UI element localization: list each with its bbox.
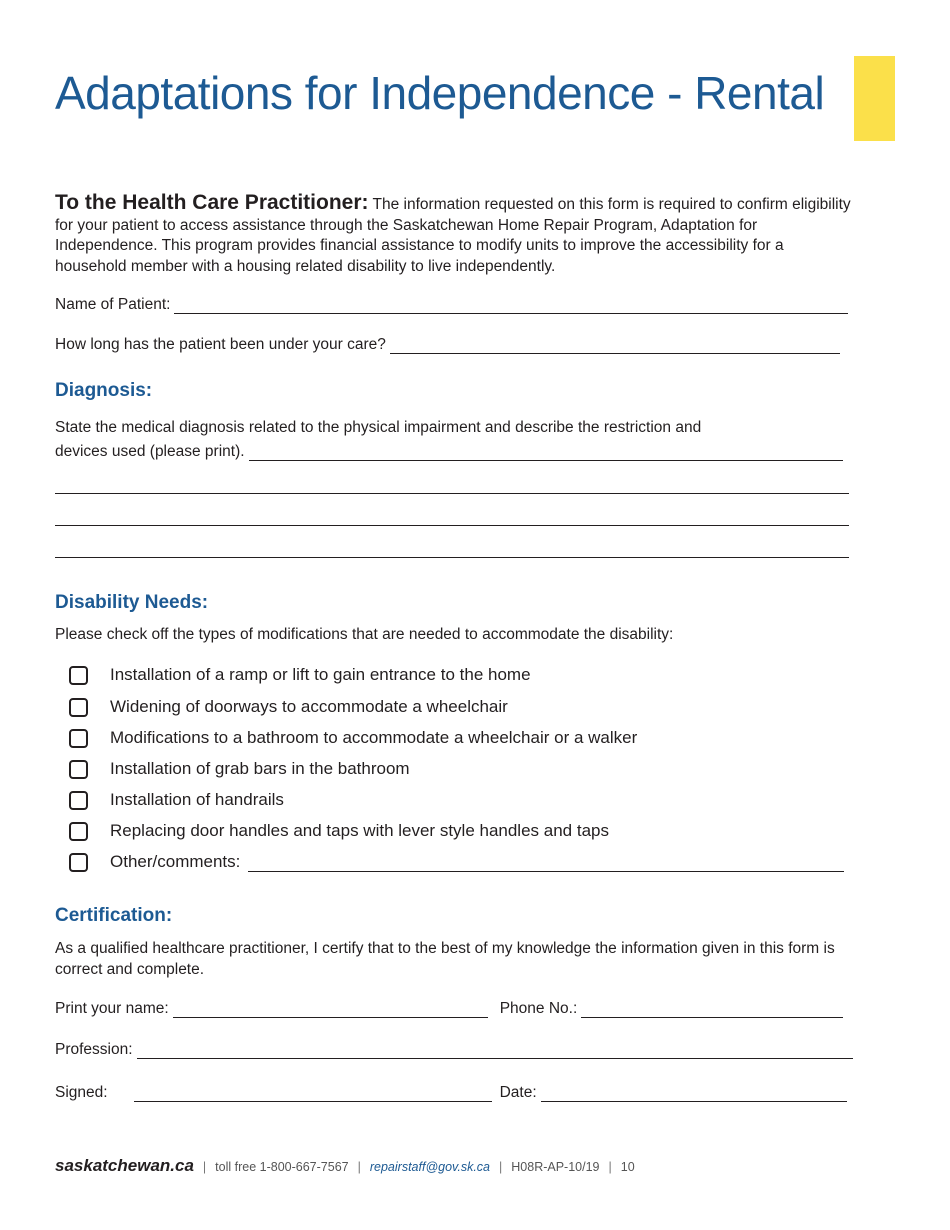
profession-row (55, 1041, 853, 1059)
option-handrails[interactable] (69, 790, 284, 810)
checkbox[interactable] (69, 853, 88, 872)
diagnosis-line-4[interactable] (55, 557, 849, 558)
diagnosis-instruction-line2: devices used (please print). (55, 443, 245, 460)
signature-field[interactable] (134, 1085, 492, 1102)
option-label: Replacing door handles and taps with lever style handles and taps (110, 821, 609, 840)
diagnosis-line-3[interactable] (55, 525, 849, 526)
option-label: Installation of handrails (110, 790, 284, 809)
footer-email[interactable]: repairstaff@gov.sk.ca (369, 1160, 491, 1174)
care-duration-label: How long has the patient been under your care? (55, 336, 386, 353)
certification-heading: Certification: (55, 905, 173, 926)
diagnosis-field[interactable] (249, 444, 843, 461)
footer-form-code: H08R-AP-10/19 (511, 1160, 600, 1174)
date-label: Date: (499, 1084, 537, 1101)
checkbox[interactable] (69, 729, 88, 748)
option-widening-doorways[interactable] (69, 697, 508, 717)
checkbox[interactable] (69, 698, 88, 717)
checkbox[interactable] (69, 666, 88, 685)
patient-name-label: Name of Patient: (55, 296, 171, 313)
care-duration-field[interactable] (390, 337, 840, 354)
date-field[interactable] (541, 1085, 847, 1102)
option-label: Widening of doorways to accommodate a wheelchair (110, 697, 508, 716)
option-bathroom-modifications[interactable] (69, 728, 637, 748)
intro-heading: To the Health Care Practitioner: (55, 191, 369, 214)
signed-label: Signed: (55, 1084, 108, 1101)
other-comments-field[interactable] (248, 853, 844, 872)
option-other-comments[interactable] (69, 852, 844, 872)
patient-name-row (55, 296, 848, 314)
intro-paragraph (55, 193, 855, 277)
print-name-row (55, 1000, 843, 1018)
profession-label: Profession: (55, 1041, 133, 1058)
disability-needs-heading: Disability Needs: (55, 592, 209, 613)
print-name-label: Print your name: (55, 1000, 169, 1017)
option-label: Installation of a ramp or lift to gain entrance to the home (110, 665, 531, 684)
diagnosis-line-2[interactable] (55, 493, 849, 494)
print-name-field[interactable] (173, 1001, 488, 1018)
profession-field[interactable] (137, 1042, 853, 1059)
phone-label: Phone No.: (499, 1000, 578, 1017)
intro-text: The information requested on this form is required to confirm eligibility for your patient to access assistance through the Saskatchewan Home Repair Program, Adaptation for Independence. This program provides financial assistance to modify units to improve the accessibility for a household member with a housing related disability to live independently. (55, 196, 851, 275)
option-lever-handles[interactable] (69, 821, 609, 841)
phone-field[interactable] (581, 1001, 843, 1018)
option-grab-bars[interactable] (69, 759, 410, 779)
diagnosis-instruction-row (55, 443, 843, 461)
footer-separator: | (608, 1160, 612, 1174)
diagnosis-instruction-line1: State the medical diagnosis related to the physical impairment and describe the restriction and (55, 419, 702, 436)
footer-separator: | (499, 1160, 503, 1174)
checkbox[interactable] (69, 760, 88, 779)
patient-name-field[interactable] (174, 297, 848, 314)
footer-page-number: 10 (620, 1160, 635, 1174)
diagnosis-heading: Diagnosis: (55, 380, 153, 401)
footer-separator: | (357, 1160, 361, 1174)
option-ramp-lift[interactable] (69, 665, 531, 685)
yellow-corner-tab (854, 56, 895, 141)
footer-phone: toll free 1-800-667-7567 (215, 1160, 349, 1174)
care-duration-row (55, 336, 840, 354)
checkbox[interactable] (69, 822, 88, 841)
signed-row (55, 1084, 847, 1102)
option-label: Other/comments: (110, 852, 241, 871)
checkbox[interactable] (69, 791, 88, 810)
footer (55, 1156, 635, 1176)
footer-website[interactable]: saskatchewan.ca (55, 1156, 194, 1175)
option-label: Installation of grab bars in the bathroom (110, 759, 410, 778)
disability-needs-instruction: Please check off the types of modifications that are needed to accommodate the disability: (55, 626, 674, 643)
footer-separator: | (202, 1160, 207, 1174)
option-label: Modifications to a bathroom to accommodate a wheelchair or a walker (110, 728, 638, 747)
certification-statement: As a qualified healthcare practitioner, I certify that to the best of my knowledge the information given in this form is correct and complete. (55, 940, 835, 978)
page-title: Adaptations for Independence - Rental (55, 67, 825, 119)
